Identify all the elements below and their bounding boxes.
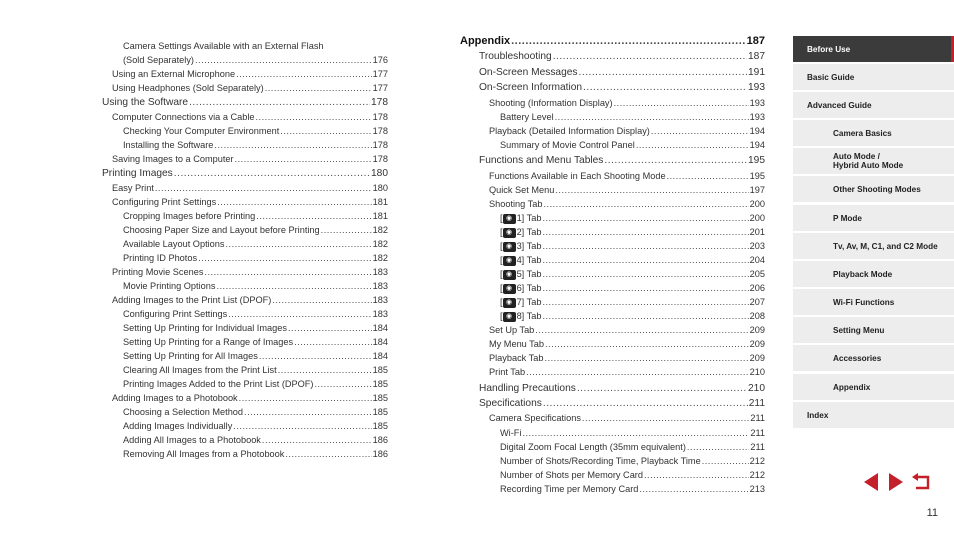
prev-page-icon (861, 472, 881, 492)
toc-entry-page: 176 (372, 55, 388, 66)
toc-entry[interactable] (102, 239, 388, 250)
toc-entry-title: Using Headphones (Sold Separately) (112, 83, 264, 94)
dot-leader (256, 211, 371, 222)
toc-entry[interactable] (460, 428, 765, 439)
toc-entry-title: Handling Precautions (479, 382, 576, 394)
dot-leader (543, 398, 748, 409)
dot-leader (542, 255, 748, 266)
dot-leader (244, 407, 372, 418)
toc-entry[interactable] (102, 309, 388, 320)
toc-entry[interactable] (460, 241, 765, 252)
dot-leader (278, 365, 372, 376)
sidebar-item-setting-menu[interactable] (793, 317, 954, 343)
sidebar-item-p-mode[interactable] (793, 205, 954, 231)
toc-entry-title: Setting Up Printing for Individual Images (123, 323, 287, 333)
toc-entry-title: Playback Tab (489, 353, 544, 364)
toc-entry[interactable] (460, 470, 765, 481)
toc-entry-page: 195 (749, 170, 765, 181)
sidebar-item-label: Camera Basics (833, 128, 892, 138)
bracket: [ (500, 212, 503, 223)
toc-entry-page: 183 (372, 308, 388, 319)
toc-entry-page: 204 (749, 254, 765, 265)
toc-entry[interactable] (460, 185, 765, 196)
toc-entry[interactable] (102, 154, 388, 165)
dot-leader (542, 297, 748, 308)
toc-entry-title: Print Tab (489, 367, 526, 378)
dot-leader (651, 126, 749, 137)
toc-entry-page: 182 (372, 252, 388, 263)
dot-leader (535, 325, 748, 336)
dot-leader (545, 339, 749, 350)
toc-entry-page: 178 (372, 139, 388, 150)
toc-heading[interactable] (460, 36, 765, 47)
toc-entry-title: Number of Shots per Memory Card (500, 469, 643, 480)
toc-entry-title: Installing the Software (123, 139, 214, 150)
sidebar-item-label: Playback Mode (833, 269, 893, 279)
toc-entry-title: 2] Tab (516, 226, 542, 237)
toc-entry-page: 177 (372, 69, 388, 80)
toc-entry[interactable] (460, 98, 765, 109)
dot-leader (262, 435, 372, 446)
toc-entry[interactable] (102, 449, 388, 460)
sidebar-item-label: Setting Menu (833, 325, 885, 335)
toc-entry-page: 194 (749, 139, 765, 150)
toc-entry[interactable] (102, 55, 388, 66)
camera-tab-icon (503, 256, 516, 266)
toc-entry-page: 177 (372, 83, 388, 94)
toc-entry-title: Using an External Microphone (112, 69, 236, 80)
dot-leader (314, 379, 371, 390)
dot-leader (228, 309, 371, 320)
camera-tab-icon (503, 312, 516, 322)
toc-entry-title: My Menu Tab (489, 339, 544, 350)
toc-entry-page: 210 (748, 382, 765, 394)
toc-entry-title: Movie Printing Options (123, 280, 216, 291)
dot-leader (636, 140, 749, 151)
toc-entry[interactable] (460, 456, 765, 467)
toc-entry-page: 193 (749, 97, 765, 108)
toc-entry-page: 211 (750, 413, 765, 424)
bracket: [ (500, 226, 503, 237)
dot-leader (259, 351, 372, 362)
toc-entry[interactable] (102, 435, 388, 446)
toc-entry-page: 181 (372, 196, 388, 207)
toc-entry-page: 186 (372, 435, 388, 446)
toc-entry-title: Cropping Images before Printing (123, 210, 256, 221)
toc-entry-page: 191 (748, 66, 765, 78)
bracket: [ (500, 254, 503, 265)
toc-entry-title: Checking Your Computer Environment (123, 125, 280, 136)
sidebar-item-label: Index (807, 410, 829, 420)
dot-leader (236, 69, 372, 80)
toc-entry[interactable] (460, 442, 765, 453)
toc-entry-title: Using the Software (102, 97, 189, 109)
toc-entry[interactable] (460, 283, 765, 294)
dot-leader (174, 168, 370, 179)
camera-tab-icon (503, 270, 516, 280)
toc-heading[interactable] (102, 168, 388, 179)
dot-leader (542, 283, 748, 294)
toc-entry-title: 7] Tab (516, 297, 542, 307)
toc-entry-page: 209 (749, 339, 765, 350)
toc-entry-title: Saving Images to a Computer (112, 153, 234, 164)
camera-tab-icon (503, 298, 516, 308)
camera-tab-icon (503, 228, 516, 238)
dot-leader (555, 112, 749, 123)
next-page-button[interactable] (885, 472, 907, 492)
toc-entry[interactable] (460, 126, 765, 137)
toc-entry-page: 200 (749, 198, 765, 209)
toc-entry-page: 187 (746, 35, 765, 47)
toc-entry-page: 208 (749, 311, 765, 322)
toc-entry[interactable] (460, 367, 765, 378)
toc-entry-page: 185 (372, 379, 388, 390)
sidebar-item-accessories[interactable] (793, 345, 954, 371)
camera-tab-icon (503, 242, 516, 252)
sidebar-item-appendix[interactable] (793, 374, 954, 400)
dot-leader (555, 185, 748, 196)
dot-leader (155, 183, 372, 194)
toc-entry-title: 3] Tab (516, 240, 542, 251)
toc-entry-title: Printing Images Added to the Print List (DPOF) (123, 379, 314, 390)
toc-entry[interactable] (460, 199, 765, 210)
return-button[interactable] (910, 472, 932, 492)
toc-entry[interactable] (460, 339, 765, 350)
toc-entry-title: Shooting (Information Display) (489, 97, 613, 108)
toc-entry[interactable] (460, 255, 765, 266)
toc-entry-title: On-Screen Information (479, 82, 583, 94)
toc-entry-title: Adding Images to the Print List (DPOF) (112, 294, 272, 305)
toc-entry-title: (Sold Separately) (123, 55, 194, 66)
toc-entry[interactable] (460, 140, 765, 151)
toc-entry[interactable] (102, 337, 388, 348)
toc-entry-title: Camera Settings Available with an External Flash (123, 41, 324, 51)
toc-entry[interactable] (460, 213, 765, 224)
toc-entry-page: 212 (749, 455, 765, 466)
toc-entry-title: Functions Available in Each Shooting Mode (489, 170, 666, 181)
sidebar-item-basic-guide[interactable] (793, 64, 954, 90)
toc-entry-page: 211 (750, 441, 765, 452)
return-icon (910, 472, 932, 492)
dot-leader (239, 393, 372, 404)
toc-entry[interactable] (102, 69, 388, 80)
sidebar-item-label: Auto Mode / Hybrid Auto Mode (833, 152, 904, 170)
dot-leader (604, 155, 747, 166)
toc-entry[interactable] (102, 267, 388, 278)
toc-entry-title: Easy Print (112, 182, 154, 193)
camera-tab-icon (503, 214, 516, 224)
toc-entry-page: 178 (371, 97, 388, 109)
next-page-icon (886, 472, 906, 492)
toc-entry[interactable] (102, 351, 388, 362)
toc-entry[interactable] (460, 297, 765, 308)
toc-entry-page: 182 (372, 238, 388, 249)
toc-entry-page: 206 (749, 282, 765, 293)
dot-leader (553, 51, 747, 62)
page-number: 11 (926, 507, 938, 519)
camera-tab-icon (503, 284, 516, 294)
toc-entry[interactable] (102, 253, 388, 264)
dot-leader (189, 97, 370, 108)
sidebar-item-label: Other Shooting Modes (833, 184, 921, 194)
toc-entry-title: 4] Tab (516, 254, 542, 265)
toc-entry[interactable] (460, 325, 765, 336)
toc-entry-title: 8] Tab (516, 311, 542, 322)
toc-entry-title: Setting Up Printing for All Images (123, 351, 258, 362)
toc-entry-page: 210 (749, 367, 765, 378)
toc-entry-page: 186 (372, 449, 388, 460)
toc-entry[interactable] (460, 311, 765, 322)
dot-leader (294, 337, 372, 348)
toc-heading[interactable] (460, 67, 765, 78)
dot-leader (511, 36, 746, 47)
dot-leader (544, 353, 748, 364)
toc-entry-title: Digital Zoom Focal Length (35mm equivalent) (500, 441, 686, 452)
toc-entry-page: 203 (749, 240, 765, 251)
dot-leader (542, 269, 748, 280)
dot-leader (235, 154, 372, 165)
toc-entry[interactable] (460, 413, 765, 424)
toc-entry-title: Summary of Movie Control Panel (500, 139, 635, 150)
dot-leader (702, 456, 749, 467)
sidebar-item-before-use[interactable] (793, 36, 954, 62)
dot-leader (217, 197, 371, 208)
toc-entry[interactable] (102, 126, 388, 137)
toc-entry-page: 184 (372, 351, 388, 362)
dot-leader (216, 281, 371, 292)
dot-leader (255, 112, 371, 123)
sidebar-item-label: Advanced Guide (807, 100, 872, 110)
toc-heading[interactable] (460, 383, 765, 394)
dot-leader (198, 253, 372, 264)
sidebar-item-tv-av-m-c1-and-c2-mode[interactable] (793, 233, 954, 259)
dot-leader (288, 323, 372, 334)
prev-page-button[interactable] (860, 472, 882, 492)
toc-entry-title: Printing ID Photos (123, 252, 198, 263)
dot-leader (577, 383, 747, 394)
toc-entry-page: 185 (372, 365, 388, 376)
toc-entry-title: Printing Movie Scenes (112, 266, 204, 277)
dot-leader (614, 98, 749, 109)
toc-entry-title: Wi-Fi (500, 427, 522, 438)
sidebar-item-label: P Mode (833, 213, 862, 223)
sidebar-item-index[interactable] (793, 402, 954, 428)
toc-entry-title: Adding All Images to a Photobook (123, 435, 261, 446)
toc-entry-page: 205 (749, 268, 765, 279)
toc-entry-page: 178 (372, 111, 388, 122)
toc-entry[interactable] (460, 269, 765, 280)
toc-entry-title: 5] Tab (516, 268, 542, 279)
toc-entry-page: 181 (372, 210, 388, 221)
toc-entry-title: Adding Images to a Photobook (112, 393, 238, 404)
toc-entry-page: 184 (372, 323, 388, 333)
dot-leader (582, 413, 749, 424)
toc-entry-title: Computer Connections via a Cable (112, 111, 255, 122)
toc-entry[interactable] (102, 140, 388, 151)
sidebar-item-label: Wi-Fi Functions (833, 297, 895, 307)
dot-leader (542, 227, 748, 238)
bracket: [ (500, 282, 503, 293)
toc-entry[interactable] (102, 379, 388, 390)
dot-leader (265, 83, 372, 94)
toc-entry[interactable] (102, 112, 388, 123)
toc-entry-title: Configuring Print Settings (123, 308, 228, 319)
toc-entry-page: 209 (749, 325, 765, 336)
dot-leader (579, 67, 747, 78)
toc-entry[interactable] (460, 112, 765, 123)
toc-entry[interactable] (460, 484, 765, 495)
dot-leader (280, 126, 371, 137)
toc-entry[interactable] (102, 421, 388, 432)
toc-entry[interactable] (460, 171, 765, 182)
toc-entry-title: Camera Specifications (489, 413, 581, 424)
dot-leader (522, 428, 749, 439)
dot-leader (214, 140, 371, 151)
toc-entry[interactable] (460, 227, 765, 238)
sidebar-item-label: Appendix (833, 382, 871, 392)
dot-leader (542, 311, 748, 322)
toc-entry-title: Choosing a Selection Method (123, 407, 244, 418)
toc-entry-page: 183 (372, 294, 388, 305)
toc-entry-page: 178 (372, 125, 388, 136)
toc-heading[interactable] (460, 51, 765, 62)
toc-entry-title: Recording Time per Memory Card (500, 483, 639, 494)
toc-entry-title: Functions and Menu Tables (479, 155, 604, 167)
sidebar-item-other-shooting-modes[interactable] (793, 176, 954, 202)
toc-entry-page: 185 (372, 393, 388, 404)
toc-entry[interactable] (102, 295, 388, 306)
sidebar-item-playback-mode[interactable] (793, 261, 954, 287)
toc-entry[interactable] (102, 197, 388, 208)
dot-leader (542, 213, 748, 224)
toc-entry[interactable] (102, 281, 388, 292)
toc-entry-title: Setting Up Printing for a Range of Images (123, 337, 294, 348)
sidebar-item-label: Accessories (833, 353, 882, 363)
dot-leader (639, 484, 748, 495)
toc-entry-page: 183 (372, 266, 388, 277)
toc-entry-page: 195 (748, 155, 765, 167)
toc-heading[interactable] (460, 82, 765, 93)
toc-entry-page: 193 (748, 82, 765, 94)
toc-entry[interactable] (102, 83, 388, 94)
toc-entry-title: Specifications (479, 398, 542, 410)
toc-entry-title: Removing All Images from a Photobook (123, 449, 285, 460)
dot-leader (687, 442, 749, 453)
toc-entry-title: Printing Images (102, 168, 173, 180)
toc-entry-title: Battery Level (500, 111, 554, 122)
dot-leader (542, 241, 748, 252)
toc-entry-title: Shooting Tab (489, 198, 543, 209)
dot-leader (272, 295, 371, 306)
toc-entry[interactable] (102, 41, 388, 52)
bracket: [ (500, 311, 503, 322)
sidebar-item-advanced-guide[interactable] (793, 92, 954, 118)
toc-entry-page: 194 (749, 125, 765, 136)
toc-entry-title: Available Layout Options (123, 238, 225, 249)
toc-entry-page: 182 (372, 224, 388, 235)
dot-leader (644, 470, 749, 481)
page-navigation (860, 472, 932, 492)
toc-entry-title: Troubleshooting (479, 51, 552, 63)
toc-entry-page: 185 (372, 407, 388, 418)
dot-leader (583, 82, 747, 93)
sidebar-item-auto-mode-hybrid-auto-mode[interactable] (793, 148, 954, 174)
toc-entry-page: 212 (749, 469, 765, 480)
toc-heading[interactable] (460, 155, 765, 166)
toc-entry-title: Set Up Tab (489, 325, 535, 336)
toc-entry-title: Playback (Detailed Information Display) (489, 125, 650, 136)
dot-leader (543, 199, 748, 210)
toc-entry-page: 211 (750, 427, 765, 438)
toc-entry-title: 6] Tab (516, 282, 542, 293)
dot-leader (195, 55, 372, 66)
toc-entry-page: 193 (749, 111, 765, 122)
toc-entry-title: Number of Shots/Recording Time, Playback Time (500, 455, 701, 466)
sidebar-item-label: Before Use (807, 44, 851, 54)
toc-entry-page: 200 (749, 212, 765, 223)
toc-entry-page: 201 (749, 226, 765, 237)
dot-leader (285, 449, 371, 460)
bracket: [ (500, 240, 503, 251)
toc-entry-page: 184 (372, 337, 388, 348)
toc-entry-page: 187 (748, 51, 765, 63)
toc-entry-page: 209 (749, 353, 765, 364)
toc-entry-page: 211 (748, 398, 765, 410)
toc-entry-page: 183 (372, 280, 388, 291)
toc-entry-title: On-Screen Messages (479, 66, 578, 78)
toc-entry[interactable] (102, 365, 388, 376)
toc-entry-title: Quick Set Menu (489, 184, 555, 195)
bracket: [ (500, 268, 503, 279)
dot-leader (526, 367, 749, 378)
bracket: [ (500, 297, 503, 307)
sidebar-item-label: Basic Guide (807, 72, 855, 82)
toc-entry[interactable] (102, 393, 388, 404)
dot-leader (225, 239, 371, 250)
toc-heading[interactable] (102, 97, 388, 108)
dot-leader (321, 225, 372, 236)
dot-leader (204, 267, 371, 278)
toc-entry[interactable] (102, 183, 388, 194)
sidebar-item-label: Tv, Av, M, C1, and C2 Mode (833, 241, 938, 251)
sidebar-item-wi-fi-functions[interactable] (793, 289, 954, 315)
toc-entry-page: 180 (371, 168, 388, 180)
toc-heading[interactable] (460, 398, 765, 409)
toc-entry-title: Configuring Print Settings (112, 196, 217, 207)
toc-entry-title: Choosing Paper Size and Layout before Printing (123, 224, 320, 235)
toc-entry-page: 180 (372, 182, 388, 193)
toc-entry[interactable] (460, 353, 765, 364)
toc-entry-title: Adding Images Individually (123, 421, 233, 432)
toc-entry-page: 213 (749, 483, 765, 494)
sidebar-item-camera-basics[interactable] (793, 120, 954, 146)
toc-entry-title: 1] Tab (516, 212, 542, 223)
toc-entry-page: 185 (372, 421, 388, 432)
toc-entry-page: 178 (372, 153, 388, 164)
toc-entry[interactable] (102, 323, 388, 334)
toc-entry[interactable] (102, 225, 388, 236)
dot-leader (667, 171, 749, 182)
dot-leader (233, 421, 371, 432)
toc-entry[interactable] (102, 407, 388, 418)
toc-entry-page: 207 (749, 297, 765, 307)
toc-entry-page: 197 (749, 184, 765, 195)
toc-entry-title: Clearing All Images from the Print List (123, 365, 277, 376)
toc-entry-title: Appendix (460, 35, 511, 47)
toc-entry[interactable] (102, 211, 388, 222)
